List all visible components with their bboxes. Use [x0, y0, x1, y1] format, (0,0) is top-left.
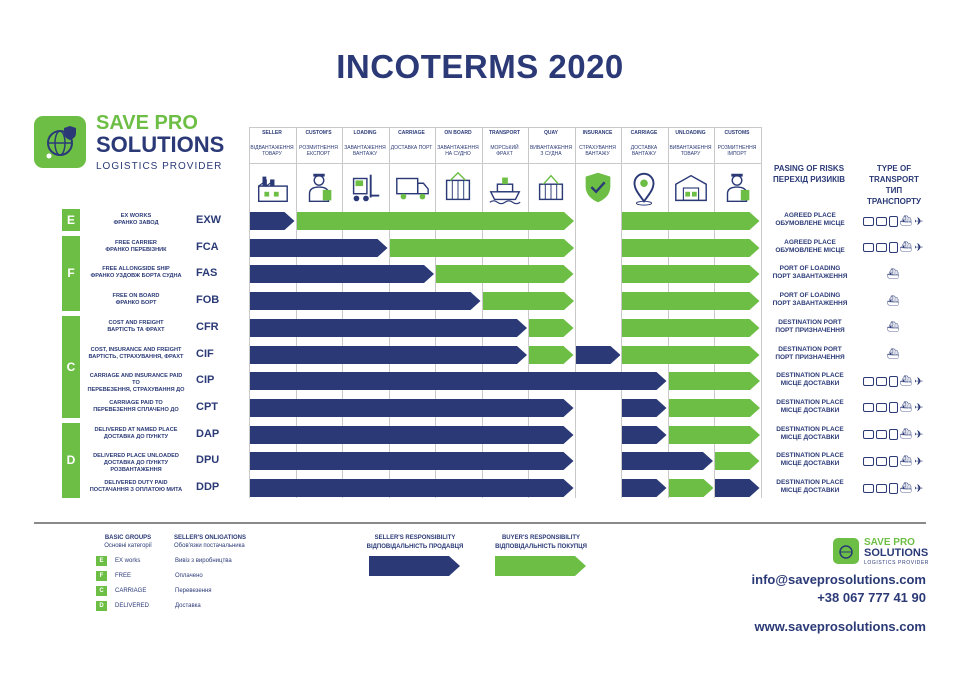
- plane-icon: ✈: [914, 215, 924, 228]
- transport-types: [858, 401, 928, 415]
- passing-of-risk: [762, 239, 858, 255]
- column-header-ua: ВИВАНТАЖЕННЯ З СУДНА: [529, 145, 573, 157]
- container-icon: [876, 403, 887, 412]
- term-name-en: COST AND FREIGHT: [108, 319, 164, 326]
- forklift-icon: [342, 166, 388, 210]
- ship-icon: ⛴: [899, 482, 913, 494]
- seller-responsibility-bar: [250, 479, 574, 497]
- term-name-en: FREE ON BOARD: [112, 293, 160, 300]
- term-name-en: DELIVERED AT NAMED PLACE: [94, 426, 178, 433]
- legend-basic-groups-ua: Основні категорії: [104, 543, 152, 549]
- footer-brand-line1: SAVE PRO: [864, 537, 915, 548]
- legend-group-badge: D: [96, 601, 107, 611]
- term-name-ua: ВАРТІСТЬ ТА ФРАХТ: [107, 326, 165, 333]
- plane-icon: ✈: [914, 455, 924, 468]
- buyer-responsibility-bar: [483, 292, 574, 310]
- seller-responsibility-bar: [250, 372, 667, 390]
- term-name: [86, 347, 186, 361]
- term-name-en: CARRIAGE PAID TO: [109, 399, 163, 406]
- footer-logo-icon: [833, 538, 859, 564]
- legend-seller-ua: ВІДПОВІДАЛЬНІСТЬ ПРОДАВЦЯ: [366, 544, 464, 550]
- truck-icon: [863, 457, 874, 466]
- term-name-ua: ФРАНКО ЗАВОД: [113, 220, 159, 226]
- column-header: [621, 130, 667, 157]
- seller-responsibility-bar: [250, 212, 295, 230]
- truck-icon: [863, 377, 874, 386]
- column-header: [342, 130, 388, 157]
- legend-item: [96, 571, 203, 581]
- transport-type-header: TYPE OF TRANSPORT ТИП ТРАНСПОРТУ: [867, 164, 921, 206]
- ship-icon: ⛴: [886, 322, 900, 334]
- train-icon: [889, 376, 898, 387]
- passing-of-risk-en: AGREED PLACE: [784, 212, 836, 219]
- column-header-en: TRANSPORT: [488, 130, 521, 136]
- factory-icon: [249, 166, 295, 210]
- contact-email[interactable]: info@saveprosolutions.com: [751, 572, 926, 587]
- group-badge: D: [62, 423, 80, 498]
- ship-icon: ⛴: [899, 242, 913, 254]
- passing-of-risk-en: PORT OF LOADING: [779, 265, 841, 273]
- plane-icon: ✈: [914, 482, 924, 495]
- column-header-en: CUSTOM'S: [305, 130, 332, 136]
- term-name-ua: ДОСТАВКА ДО ПУНКТУ РОЗВАНТАЖЕННЯ: [103, 460, 169, 474]
- legend-buyer-arrow: [495, 556, 587, 576]
- term-name-ua: ПЕРЕВЕЗЕННЯ, СТРАХУВАННЯ ДО: [87, 387, 185, 394]
- buyer-responsibility-bar: [715, 452, 760, 470]
- passing-of-risk-en: AGREED PLACE: [784, 238, 836, 246]
- ship-icon: ⛴: [899, 402, 913, 414]
- customs-officer-icon: [714, 166, 760, 210]
- column-header-en: QUAY: [544, 130, 558, 136]
- legend-buyer-en: BUYER'S RESPONSIBILITY: [501, 535, 581, 541]
- buyer-responsibility-bar: [622, 265, 760, 283]
- term-name: [86, 400, 186, 414]
- column-header: [575, 130, 621, 157]
- train-icon: [889, 429, 898, 440]
- passing-risks-header: PASING OF RISKS ПЕРЕХІД РИЗИКІВ: [773, 164, 845, 184]
- seller-responsibility-bar: [622, 479, 667, 497]
- plane-icon: ✈: [914, 375, 924, 388]
- footer-brand-tagline: LOGISTICS PROVIDER: [864, 560, 929, 566]
- passing-of-risk-ua: ОБУМОВЛЕНЕ МІСЦЕ: [775, 246, 845, 254]
- contact-phone[interactable]: +38 067 777 41 90: [817, 590, 926, 605]
- buyer-responsibility-bar: [390, 239, 574, 257]
- legend-group-badge: F: [96, 571, 107, 581]
- column-header-ua: ЗАВАНТАЖЕННЯ НА СУДНО: [437, 145, 479, 157]
- legend-group-badge: C: [96, 586, 107, 596]
- passing-of-risk-en: DESTINATION PORT: [778, 318, 842, 326]
- transport-types: [858, 241, 928, 255]
- seller-responsibility-bar: [250, 319, 527, 337]
- plane-icon: ✈: [914, 402, 924, 415]
- legend-seller-en: SELLER'S RESPONSIBILITY: [374, 535, 456, 541]
- term-name: [86, 266, 186, 280]
- column-header: [389, 130, 435, 151]
- transport-types: [858, 214, 928, 228]
- shield-check-icon: [575, 166, 621, 210]
- contact-website[interactable]: www.saveprosolutions.com: [754, 619, 926, 634]
- column-header-ua: РОЗМИТНЕННЯ ІМПОРТ: [717, 145, 757, 157]
- buyer-responsibility-bar: [436, 265, 574, 283]
- term-name: [86, 293, 186, 307]
- train-icon: [889, 456, 898, 467]
- column-header-en: ON BOARD: [444, 130, 472, 136]
- truck-icon: [863, 484, 874, 493]
- column-header-en: LOADING: [353, 130, 377, 136]
- legend-group-badge: E: [96, 556, 107, 566]
- train-icon: [889, 242, 898, 253]
- plane-icon: ✈: [914, 429, 924, 442]
- term-name-en: FREE ALLONGSIDE SHIP: [102, 266, 170, 273]
- group-badge: F: [62, 236, 80, 311]
- seller-responsibility-bar: [622, 426, 667, 444]
- buyer-responsibility-bar: [622, 239, 760, 257]
- ship-icon: [482, 166, 528, 210]
- passing-of-risk-en: DESTINATION PLACE: [776, 479, 844, 486]
- column-header-ua: ВІДВАНТАЖЕННЯ ТОВАРУ: [250, 145, 294, 157]
- ship-icon: ⛴: [899, 429, 913, 441]
- passing-of-risk: [762, 265, 858, 281]
- transport-types: [858, 294, 928, 308]
- term-name-en: DELIVERED DUTY PAID: [104, 480, 168, 486]
- buyer-responsibility-bar: [669, 426, 760, 444]
- term-code: FAS: [196, 267, 218, 280]
- term-code: EXW: [196, 214, 222, 226]
- legend-buyer: [482, 534, 600, 552]
- column-header-en: CARRIAGE: [398, 130, 425, 136]
- transport-types: [858, 454, 928, 468]
- column-header-ua: МОРСЬКИЙ ФРАХТ: [490, 145, 519, 157]
- column-header: [714, 130, 760, 157]
- term-code: DPU: [196, 454, 220, 467]
- container-icon: [876, 430, 887, 439]
- location-pin-icon: [621, 166, 667, 210]
- column-header: [668, 130, 714, 157]
- passing-of-risk: [762, 399, 858, 415]
- seller-responsibility-bar: [250, 292, 481, 310]
- passing-of-risk-ua: МІСЦЕ ДОСТАВКИ: [780, 380, 840, 388]
- column-header-en: INSURANCE: [582, 130, 613, 136]
- term-name-ua: ФРАНКО ПЕРЕВІЗНИК: [105, 246, 167, 253]
- seller-responsibility-bar: [715, 479, 760, 497]
- column-header-ua: ЗАВАНТАЖЕННЯ ВАНТАЖУ: [344, 145, 386, 157]
- passing-of-risk: [762, 212, 858, 228]
- legend-item-en: DELIVERED: [115, 603, 150, 609]
- brand-name-line2: SOLUTIONS: [96, 132, 225, 157]
- column-header: [249, 130, 295, 157]
- column-header-ua: ДОСТАВКА ВАНТАЖУ: [630, 145, 658, 157]
- legend-item: [96, 601, 201, 611]
- seller-responsibility-bar: [250, 426, 574, 444]
- legend-obligations-ua: Обов'язки постачальника: [174, 543, 245, 549]
- column-header-en: UNLOADING: [675, 130, 706, 136]
- passing-of-risk-ua: ПОРТ ЗАВАНТАЖЕННЯ: [772, 300, 848, 308]
- term-code: CIF: [196, 347, 214, 360]
- passing-of-risk: [762, 372, 858, 388]
- term-code: CIP: [196, 374, 215, 387]
- term-name: [86, 373, 186, 394]
- buyer-responsibility-bar: [622, 212, 760, 230]
- term-name: [86, 320, 186, 334]
- container-icon: [876, 484, 887, 493]
- column-header-en: CARRIAGE: [630, 130, 658, 136]
- brand-tagline: LOGISTICS PROVIDER: [96, 161, 223, 172]
- column-header-en: SELLER: [262, 130, 282, 136]
- passing-of-risk: [762, 452, 858, 468]
- passing-of-risk-en: DESTINATION PLACE: [776, 398, 844, 406]
- truck-icon: [863, 430, 874, 439]
- term-code: CPT: [196, 400, 218, 413]
- passing-of-risk: [762, 319, 858, 335]
- ship-icon: ⛴: [886, 268, 900, 280]
- passing-of-risk-en: DESTINATION PLACE: [776, 372, 844, 380]
- seller-responsibility-bar: [250, 265, 434, 283]
- term-name-en: COST, INSURANCE AND FREIGHT: [90, 346, 182, 353]
- passing-of-risk-en: DESTINATION PLACE: [776, 425, 844, 433]
- seller-responsibility-bar: [250, 399, 574, 417]
- seller-responsibility-bar: [250, 346, 527, 364]
- seller-responsibility-bar: [576, 346, 621, 364]
- column-header-ua: РОЗМИТНЕННЯ ЕКСПОРТ: [299, 145, 338, 157]
- term-code: DAP: [196, 427, 220, 440]
- passing-of-risk-ua: ПОРТ ПРИЗНАЧЕННЯ: [775, 326, 845, 334]
- footer-brand-line2: SOLUTIONS: [864, 547, 929, 559]
- term-name-en: FREE CARRIER: [115, 239, 157, 246]
- truck-icon: [863, 243, 874, 252]
- passing-of-risk: [762, 346, 858, 362]
- legend-basic-groups-en: BASIC GROUPS: [104, 535, 152, 541]
- transport-types: [858, 428, 928, 442]
- passing-of-risk-ua: ОБУМОВЛЕНЕ МІСЦЕ: [775, 220, 845, 227]
- ship-icon: ⛴: [899, 215, 913, 227]
- container-icon: [876, 217, 887, 226]
- term-name: [86, 213, 186, 227]
- transport-types: [858, 374, 928, 388]
- container-icon: [876, 377, 887, 386]
- passing-of-risk-ua: МІСЦЕ ДОСТАВКИ: [780, 460, 840, 468]
- term-code: FOB: [196, 294, 220, 307]
- column-header-ua: ВИВАНТАЖЕННЯ ТОВАРУ: [669, 145, 712, 157]
- term-name-en: EX WORKS: [120, 213, 152, 219]
- ship-icon: ⛴: [886, 349, 900, 360]
- buyer-responsibility-bar: [669, 372, 760, 390]
- buyer-responsibility-bar: [529, 319, 574, 337]
- legend-item-ua: Вивіз з виробництва: [175, 558, 232, 564]
- transport-types: [858, 267, 928, 281]
- seller-responsibility-bar: [622, 452, 713, 470]
- column-header-en: CUSTOMS: [724, 130, 750, 136]
- term-name-ua: ДОСТАВКА ДО ПУНКТУ: [103, 433, 169, 440]
- legend-item: [96, 586, 212, 596]
- legend-seller-arrow: [369, 556, 461, 576]
- legend-seller: [356, 534, 474, 552]
- container-crane-icon: [528, 166, 574, 210]
- term-name-ua: ПЕРЕВЕЗЕННЯ СПЛАЧЕНО ДО: [93, 406, 179, 413]
- column-header-ua: ДОСТАВКА ПОРТ: [390, 145, 433, 151]
- seller-responsibility-bar: [250, 452, 574, 470]
- buyer-responsibility-bar: [622, 319, 760, 337]
- term-name: [86, 453, 186, 474]
- train-icon: [889, 483, 898, 494]
- seller-responsibility-bar: [250, 239, 388, 257]
- passing-of-risk: [762, 479, 858, 495]
- passing-of-risk-ua: ПОРТ ПРИЗНАЧЕННЯ: [775, 353, 845, 361]
- warehouse-icon: [668, 166, 714, 210]
- transport-types: [858, 481, 928, 495]
- column-header: [528, 130, 574, 157]
- train-icon: [889, 402, 898, 413]
- column-header-ua: СТРАХУВАННЯ ВАНТАЖУ: [579, 145, 616, 157]
- buyer-responsibility-bar: [622, 346, 760, 364]
- term-code: DDP: [196, 481, 220, 493]
- train-icon: [889, 216, 898, 227]
- legend-item-ua: Оплачено: [175, 573, 203, 579]
- passing-of-risk-ua: МІСЦЕ ДОСТАВКИ: [780, 433, 840, 441]
- passing-of-risk-en: DESTINATION PLACE: [776, 452, 844, 460]
- ship-icon: ⛴: [886, 295, 900, 307]
- buyer-responsibility-bar: [669, 399, 760, 417]
- term-name-ua: ПОСТАЧАННЯ З ОПЛАТОЮ МИТА: [89, 487, 183, 493]
- term-code: FCA: [196, 240, 219, 253]
- legend-item-en: EX works: [115, 558, 141, 564]
- column-header: [482, 130, 528, 157]
- passing-of-risk: [762, 426, 858, 442]
- legend-obligations: [174, 534, 246, 550]
- term-name-ua: ВАРТІСТЬ, СТРАХУВАННЯ, ФРАХТ: [88, 353, 184, 360]
- grid-line: [249, 163, 761, 164]
- column-header: [296, 130, 342, 157]
- customs-officer-icon: [296, 166, 342, 210]
- legend-item-ua: Перевезення: [175, 588, 212, 594]
- term-code: CFR: [196, 320, 219, 333]
- ship-icon: ⛴: [899, 375, 913, 387]
- transport-types: [858, 321, 928, 335]
- plane-icon: ✈: [914, 242, 924, 255]
- brand-name-line1: SAVE PRO: [96, 112, 198, 134]
- truck-icon: [863, 403, 874, 412]
- legend-item-en: CARRIAGE: [115, 588, 147, 594]
- section-divider: [34, 522, 926, 524]
- legend-buyer-ua: ВІДПОВІДАЛЬНІСТЬ ПОКУПЦЯ: [495, 544, 587, 550]
- legend-obligations-en: SELLER'S ONLIGATIONS: [174, 535, 246, 541]
- group-badge: E: [62, 209, 80, 231]
- page-title: INCOTERMS 2020: [336, 48, 624, 85]
- term-name-ua: ФРАНКО БОРТ: [115, 300, 157, 307]
- passing-of-risk-ua: ПОРТ ЗАВАНТАЖЕННЯ: [772, 273, 848, 281]
- term-name: [86, 240, 186, 254]
- term-name-en: CARRIAGE AND INSURANCE PAID TO: [89, 373, 183, 387]
- legend-item: [96, 556, 232, 566]
- column-header: [435, 130, 481, 157]
- container-icon: [876, 457, 887, 466]
- passing-of-risk-en: DESTINATION PORT: [778, 345, 842, 353]
- passing-of-risk: [762, 292, 858, 308]
- term-name: [86, 480, 186, 494]
- term-name: [86, 427, 186, 441]
- seller-responsibility-bar: [622, 399, 667, 417]
- container-icon: [435, 166, 481, 210]
- buyer-responsibility-bar: [297, 212, 574, 230]
- truck-icon: [863, 217, 874, 226]
- legend-item-ua: Доставка: [175, 603, 201, 609]
- truck-icon: [389, 166, 435, 210]
- buyer-responsibility-bar: [622, 292, 760, 310]
- legend-basic-groups: [100, 534, 156, 550]
- grid-line: [761, 127, 762, 498]
- legend-item-en: FREE: [115, 573, 132, 579]
- container-icon: [876, 243, 887, 252]
- grid-line: [249, 127, 761, 128]
- ship-icon: ⛴: [899, 455, 913, 467]
- passing-of-risk-en: PORT OF LOADING: [779, 292, 841, 300]
- group-badge: C: [62, 316, 80, 418]
- passing-of-risk-ua: МІСЦЕ ДОСТАВКИ: [780, 406, 840, 414]
- term-name-en: DELIVERED PLACE UNLOADED: [93, 453, 179, 460]
- buyer-responsibility-bar: [669, 479, 714, 497]
- buyer-responsibility-bar: [529, 346, 574, 364]
- transport-types: [858, 348, 928, 362]
- term-name-ua: ФРАНКО УЗДОВЖ БОРТА СУДНА: [90, 273, 182, 280]
- passing-of-risk-ua: МІСЦЕ ДОСТАВКИ: [780, 487, 840, 494]
